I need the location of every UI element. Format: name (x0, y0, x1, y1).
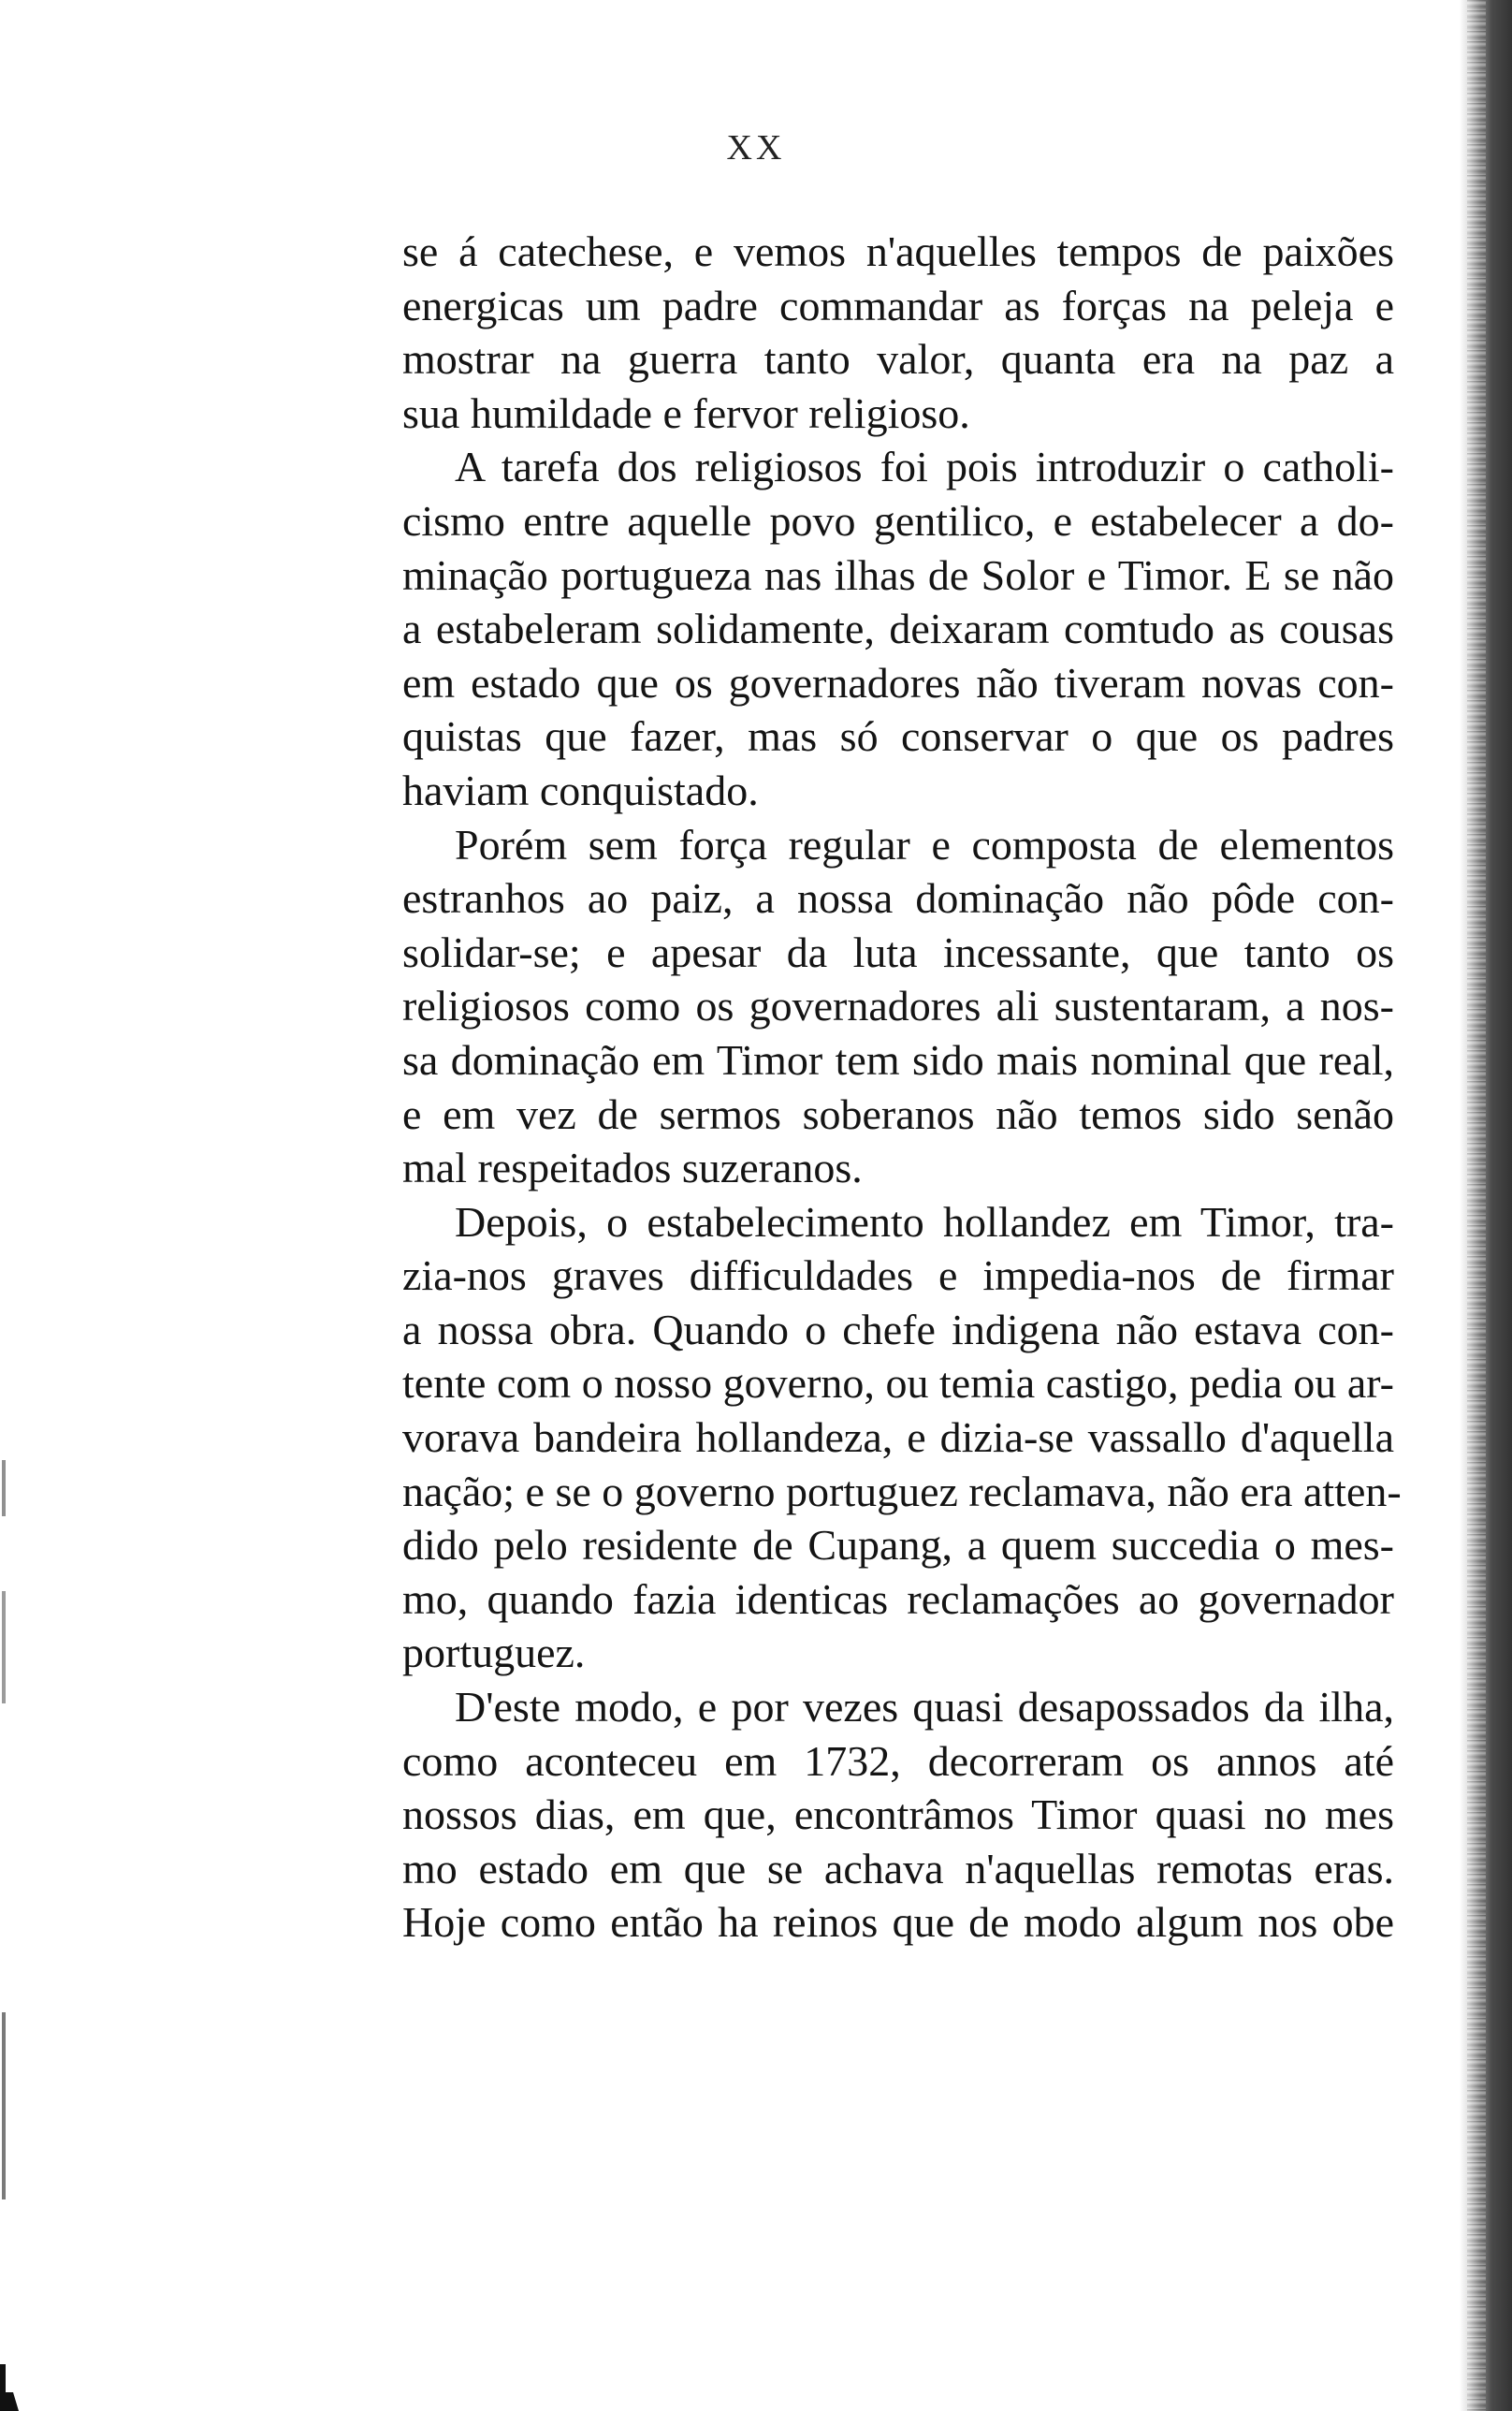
text-line: Hoje como então ha reinos que de modo algum nos obe (402, 1898, 1394, 1947)
text-line: como aconteceu em 1732, decorreram os annos até (402, 1736, 1394, 1785)
scan-artifact-left (2, 1460, 6, 1516)
text-line: a estabeleram solidamente, deixaram comtudo as cousas (402, 605, 1394, 653)
text-line: sa dominação em Timor tem sido mais nominal que real, (402, 1035, 1394, 1084)
text-line: nação; e se o governo portuguez reclamava, não era atten- (402, 1467, 1402, 1515)
text-line: vorava bandeira hollandeza, e dizia-se vassallo d'aquella (402, 1413, 1394, 1462)
text-line: estranhos ao paiz, a nossa dominação não pôde con- (402, 874, 1394, 923)
scan-artifact-left (2, 2012, 6, 2199)
text-line: quistas que fazer, mas só conservar o que os padres (402, 712, 1394, 761)
text-line: energicas um padre commandar as forças na peleja e (402, 281, 1394, 329)
text-line: religiosos como os governadores ali sustentaram, a nos- (402, 982, 1394, 1030)
text-line: a nossa obra. Quando o chefe indigena não estava con- (402, 1305, 1394, 1353)
text-line: mo estado em que se achava n'aquellas remotas eras. (402, 1844, 1394, 1892)
text-line: Porém sem força regular e composta de elementos (455, 820, 1394, 869)
text-line: zia-nos graves difficuldades e impedia-nos de firmar (402, 1251, 1394, 1300)
text-line: e em vez de sermos soberanos não temos sido senão (402, 1089, 1394, 1138)
page-number: XX (726, 128, 786, 168)
scanned-page-edge (1460, 0, 1512, 2411)
text-line: mal respeitados suzeranos. (402, 1144, 863, 1192)
paragraph (402, 440, 1394, 817)
text-line: minação portugueza nas ilhas de Solor e Timor. E se não (402, 550, 1394, 599)
body-text (402, 225, 1402, 1950)
text-line: mostrar na guerra tanto valor, quanta era na paz a (402, 335, 1394, 384)
paragraph (402, 225, 1394, 440)
text-line: dido pelo residente de Cupang, a quem succedia o mes- (402, 1521, 1394, 1570)
text-line: sua humildade e fervor religioso. (402, 388, 970, 437)
text-line: nossos dias, em que, encontrâmos Timor quasi no mes (402, 1790, 1394, 1839)
paragraph (402, 818, 1394, 1195)
text-line: tente com o nosso governo, ou temia castigo, pedia ou ar- (402, 1359, 1394, 1408)
text-line: A tarefa dos religiosos foi pois introduzir o catholi- (455, 443, 1394, 491)
paragraph (402, 1195, 1402, 1680)
text-line: portuguez. (402, 1629, 586, 1677)
text-line: cismo entre aquelle povo gentilico, e estabelecer a do- (402, 496, 1394, 545)
paragraph (402, 1680, 1394, 1950)
text-line: D'este modo, e por vezes quasi desapossados da ilha, (455, 1683, 1394, 1732)
text-line: Depois, o estabelecimento hollandez em Timor, tra- (455, 1197, 1394, 1246)
text-line: se á catechese, e vemos n'aquelles tempos de paixões (402, 227, 1394, 275)
text-line: haviam conquistado. (402, 766, 759, 814)
scan-artifact-left (2, 1591, 6, 1703)
scan-corner-mark (0, 2327, 37, 2411)
text-line: solidar-se; e apesar da luta incessante, que tanto os (402, 928, 1394, 976)
text-line: em estado que os governadores não tiveram novas con- (402, 658, 1394, 707)
text-line: mo, quando fazia identicas reclamações ao governador (402, 1574, 1394, 1623)
